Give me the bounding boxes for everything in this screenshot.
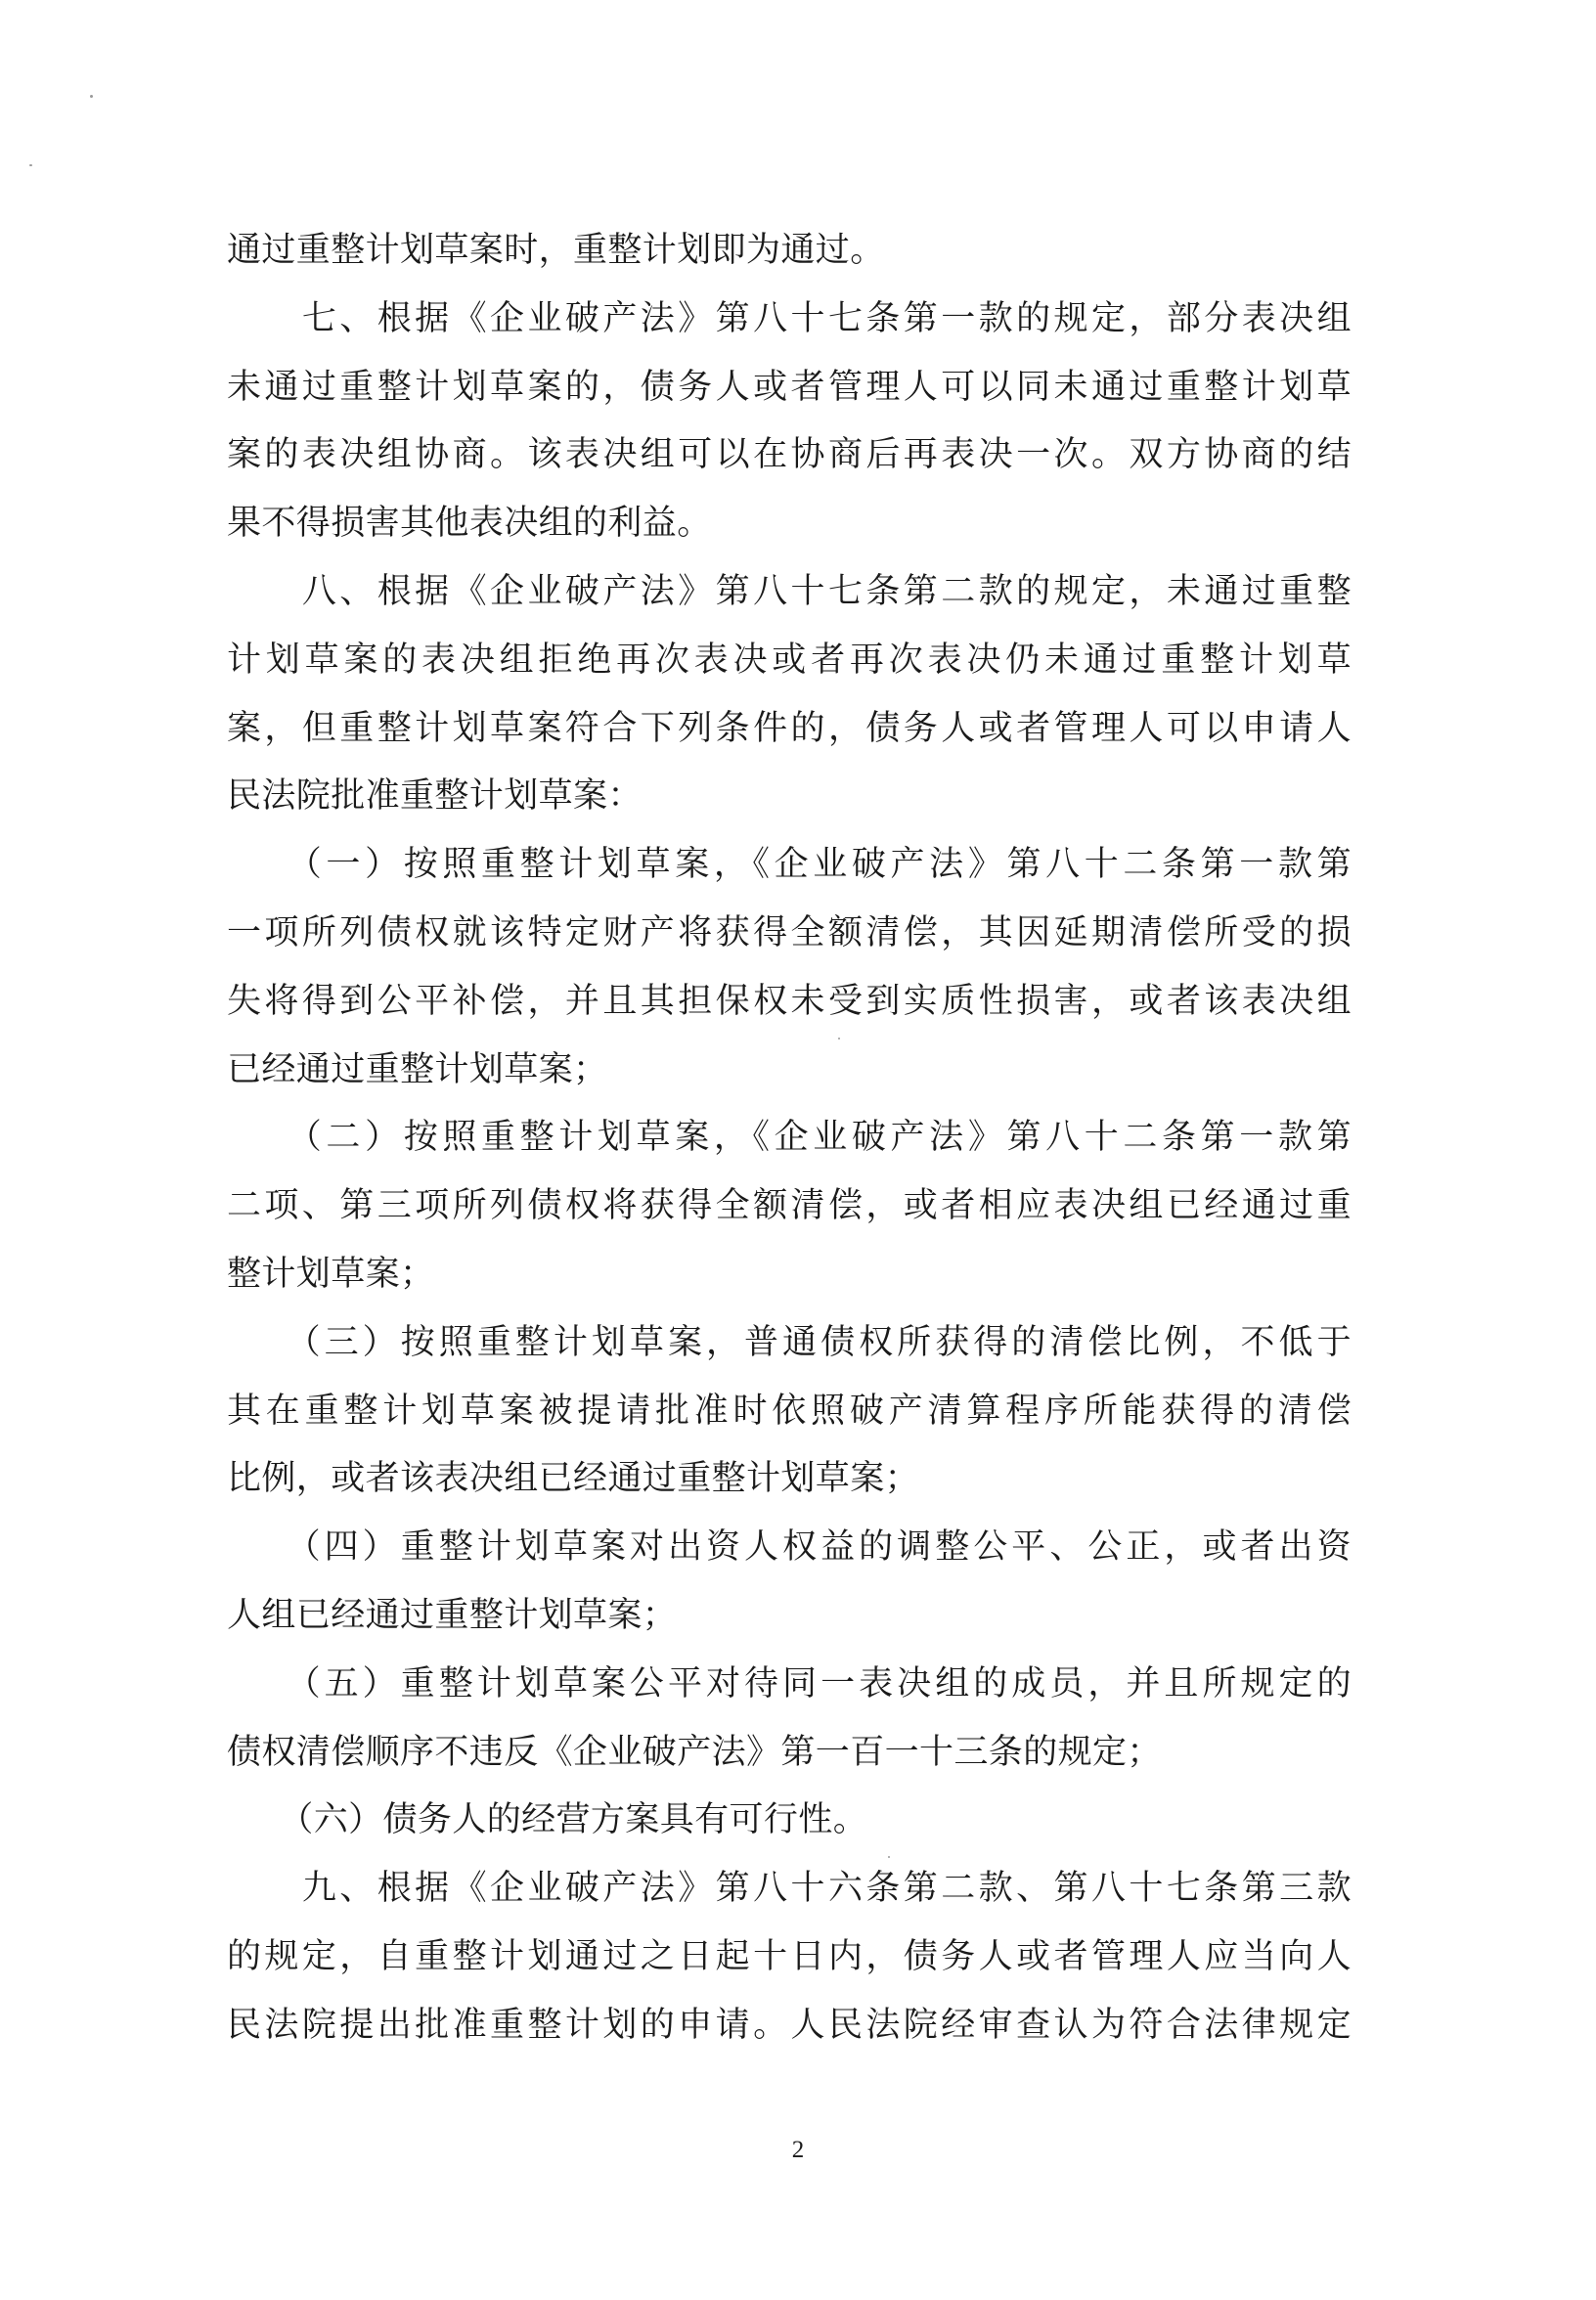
text-line: 案的表决组协商。该表决组可以在协商后再表决一次。双方协商的结 [227, 435, 1352, 475]
text-line: 民法院批准重整计划草案： [227, 776, 643, 817]
text-line: 二项、第三项所列债权将获得全额清偿，或者相应表决组已经通过重 [227, 1186, 1352, 1226]
text-line: 案，但重整计划草案符合下列条件的，债务人或者管理人可以申请人 [227, 708, 1352, 748]
text-line: 人组已经通过重整计划草案； [227, 1595, 678, 1635]
text-line: 比例，或者该表决组已经通过重整计划草案； [227, 1459, 920, 1499]
text-line: 九、根据《企业破产法》第八十六条第二款、第八十七条第三款 [227, 1869, 1352, 1909]
text-line: （三）按照重整计划草案，普通债权所获得的清偿比例，不低于 [227, 1322, 1352, 1362]
text-line: 失将得到公平补偿，并且其担保权未受到实质性损害，或者该表决组 [227, 981, 1352, 1021]
text-line: 已经通过重整计划草案； [227, 1049, 608, 1089]
text-line: 的规定，自重整计划通过之日起十日内，债务人或者管理人应当向人 [227, 1936, 1352, 1976]
text-line: （五）重整计划草案公平对待同一表决组的成员，并且所规定的 [227, 1663, 1352, 1703]
text-line: 其在重整计划草案被提请批准时依照破产清算程序所能获得的清偿 [227, 1391, 1352, 1431]
page-number: 2 [791, 2137, 805, 2163]
text-line: 七、根据《企业破产法》第八十七条第一款的规定，部分表决组 [227, 298, 1352, 338]
text-line: 八、根据《企业破产法》第八十七条第二款的规定，未通过重整 [227, 571, 1352, 611]
text-line: 果不得损害其他表决组的利益。 [227, 504, 712, 544]
scan-speck [90, 95, 93, 98]
text-line: 计划草案的表决组拒绝再次表决或者再次表决仍未通过重整计划草 [227, 640, 1352, 680]
scan-speck [29, 164, 32, 166]
text-line: 通过重整计划草案时，重整计划即为通过。 [227, 231, 885, 270]
text-line: 整计划草案； [227, 1254, 435, 1294]
text-line: 债权清偿顺序不违反《企业破产法》第一百一十三条的规定； [227, 1732, 1162, 1772]
text-line: 民法院提出批准重整计划的申请。人民法院经审查认为符合法律规定 [227, 2005, 1352, 2045]
text-line: 一项所列债权就该特定财产将获得全额清偿，其因延期清偿所受的损 [227, 912, 1352, 952]
text-line: （四）重整计划草案对出资人权益的调整公平、公正，或者出资 [227, 1527, 1352, 1568]
text-line: （六）债务人的经营方案具有可行性。 [227, 1800, 868, 1840]
text-line: （一）按照重整计划草案，《企业破产法》第八十二条第一款第 [227, 845, 1352, 885]
text-line: （二）按照重整计划草案，《企业破产法》第八十二条第一款第 [227, 1118, 1352, 1158]
body-text [227, 217, 1352, 2060]
text-line: 未通过重整计划草案的，债务人或者管理人可以同未通过重整计划草 [227, 367, 1352, 407]
